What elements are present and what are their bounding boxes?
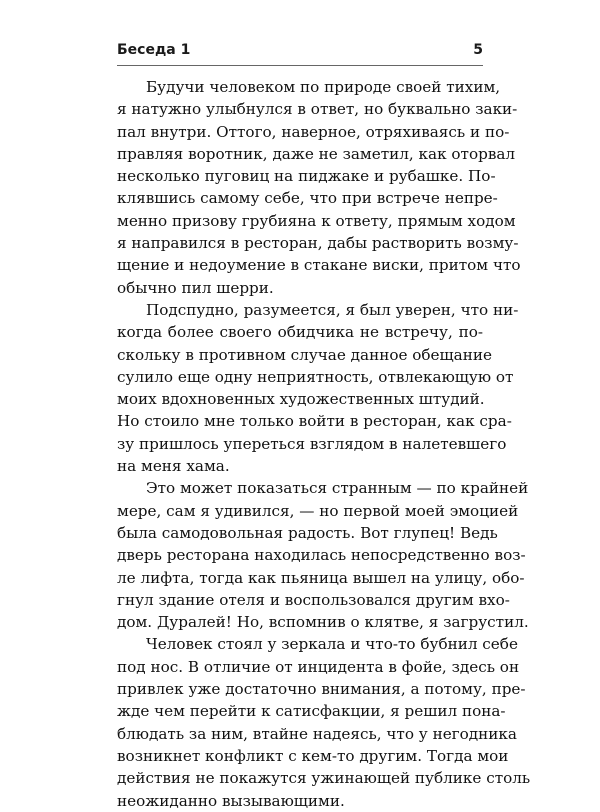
text-line: привлек уже достаточно внимания, а потому, пре-: [117, 680, 526, 699]
text-line: на меня хама.: [117, 457, 230, 476]
text-line: дверь ресторана находилась непосредственно воз-: [117, 546, 526, 565]
text-line: мере, сам я удивился, — но первой моей эмоцией: [117, 501, 519, 520]
text-line: несколько пуговиц на пиджаке и рубашке. По-: [117, 167, 496, 186]
text-line: ле лифта, тогда как пьяница вышел на улицу, обо-: [117, 568, 525, 587]
text-line: клявшись самому себе, что при встрече непре-: [117, 189, 498, 208]
page-body: [117, 76, 531, 812]
text-line: Человек стоял у зеркала и что-то бубнил себе: [146, 635, 518, 654]
text-line: блюдать за ним, втайне надеясь, что у негодника: [117, 724, 517, 743]
text-line: под нос. В отличие от инцидента в фойе, здесь он: [117, 657, 520, 676]
paragraph: [117, 477, 529, 633]
text-line: я направился в ресторан, дабы растворить возму-: [117, 234, 519, 253]
text-line: действия не покажутся ужинающей публике столь: [117, 769, 531, 788]
text-line: сулило еще одну неприятность, отвлекающую от: [117, 367, 514, 386]
text-line: была самодовольная радость. Вот глупец! Ведь: [117, 523, 498, 542]
text-line: щение и недоумение в стакане виски, притом что: [117, 256, 521, 275]
paragraph: [117, 76, 521, 299]
text-line: когда более своего обидчика не встречу, по-: [117, 323, 483, 342]
text-line: зу пришлось упереться взглядом в налетевшего: [117, 434, 507, 453]
paragraph: [117, 299, 519, 477]
paragraph: [117, 633, 531, 811]
text-line: обычно пил шерри.: [117, 278, 274, 297]
text-line: гнул здание отеля и воспользовался другим вхо-: [117, 590, 510, 609]
text-line: Но стоило мне только войти в ресторан, как сра-: [117, 412, 512, 431]
page-number: 5: [473, 42, 483, 58]
running-header: [117, 42, 483, 58]
text-line: Это может показаться странным — по крайней: [146, 479, 529, 498]
text-line: дом. Дуралей! Но, вспомнив о клятве, я загрустил.: [117, 613, 529, 632]
header-divider: [117, 65, 483, 66]
text-line: скольку в противном случае данное обещание: [117, 345, 492, 364]
text-line: Подспудно, разумеется, я был уверен, что ни-: [146, 300, 519, 319]
text-line: пал внутри. Оттого, наверное, отряхиваясь и по-: [117, 122, 510, 141]
text-line: неожиданно вызывающими.: [117, 791, 345, 810]
text-line: возникнет конфликт с кем-то другим. Тогда мои: [117, 746, 509, 765]
text-line: правляя воротник, даже не заметил, как оторвал: [117, 144, 516, 163]
chapter-title: Беседа 1: [117, 42, 191, 58]
text-line: жде чем перейти к сатисфакции, я решил пона-: [117, 702, 506, 721]
text-line: Будучи человеком по природе своей тихим,: [146, 78, 501, 96]
text-line: моих вдохновенных художественных штудий.: [117, 390, 485, 409]
text-line: я натужно улыбнулся в ответ, но буквально заки-: [117, 100, 518, 119]
text-line: менно призову грубияна к ответу, прямым ходом: [117, 211, 516, 230]
